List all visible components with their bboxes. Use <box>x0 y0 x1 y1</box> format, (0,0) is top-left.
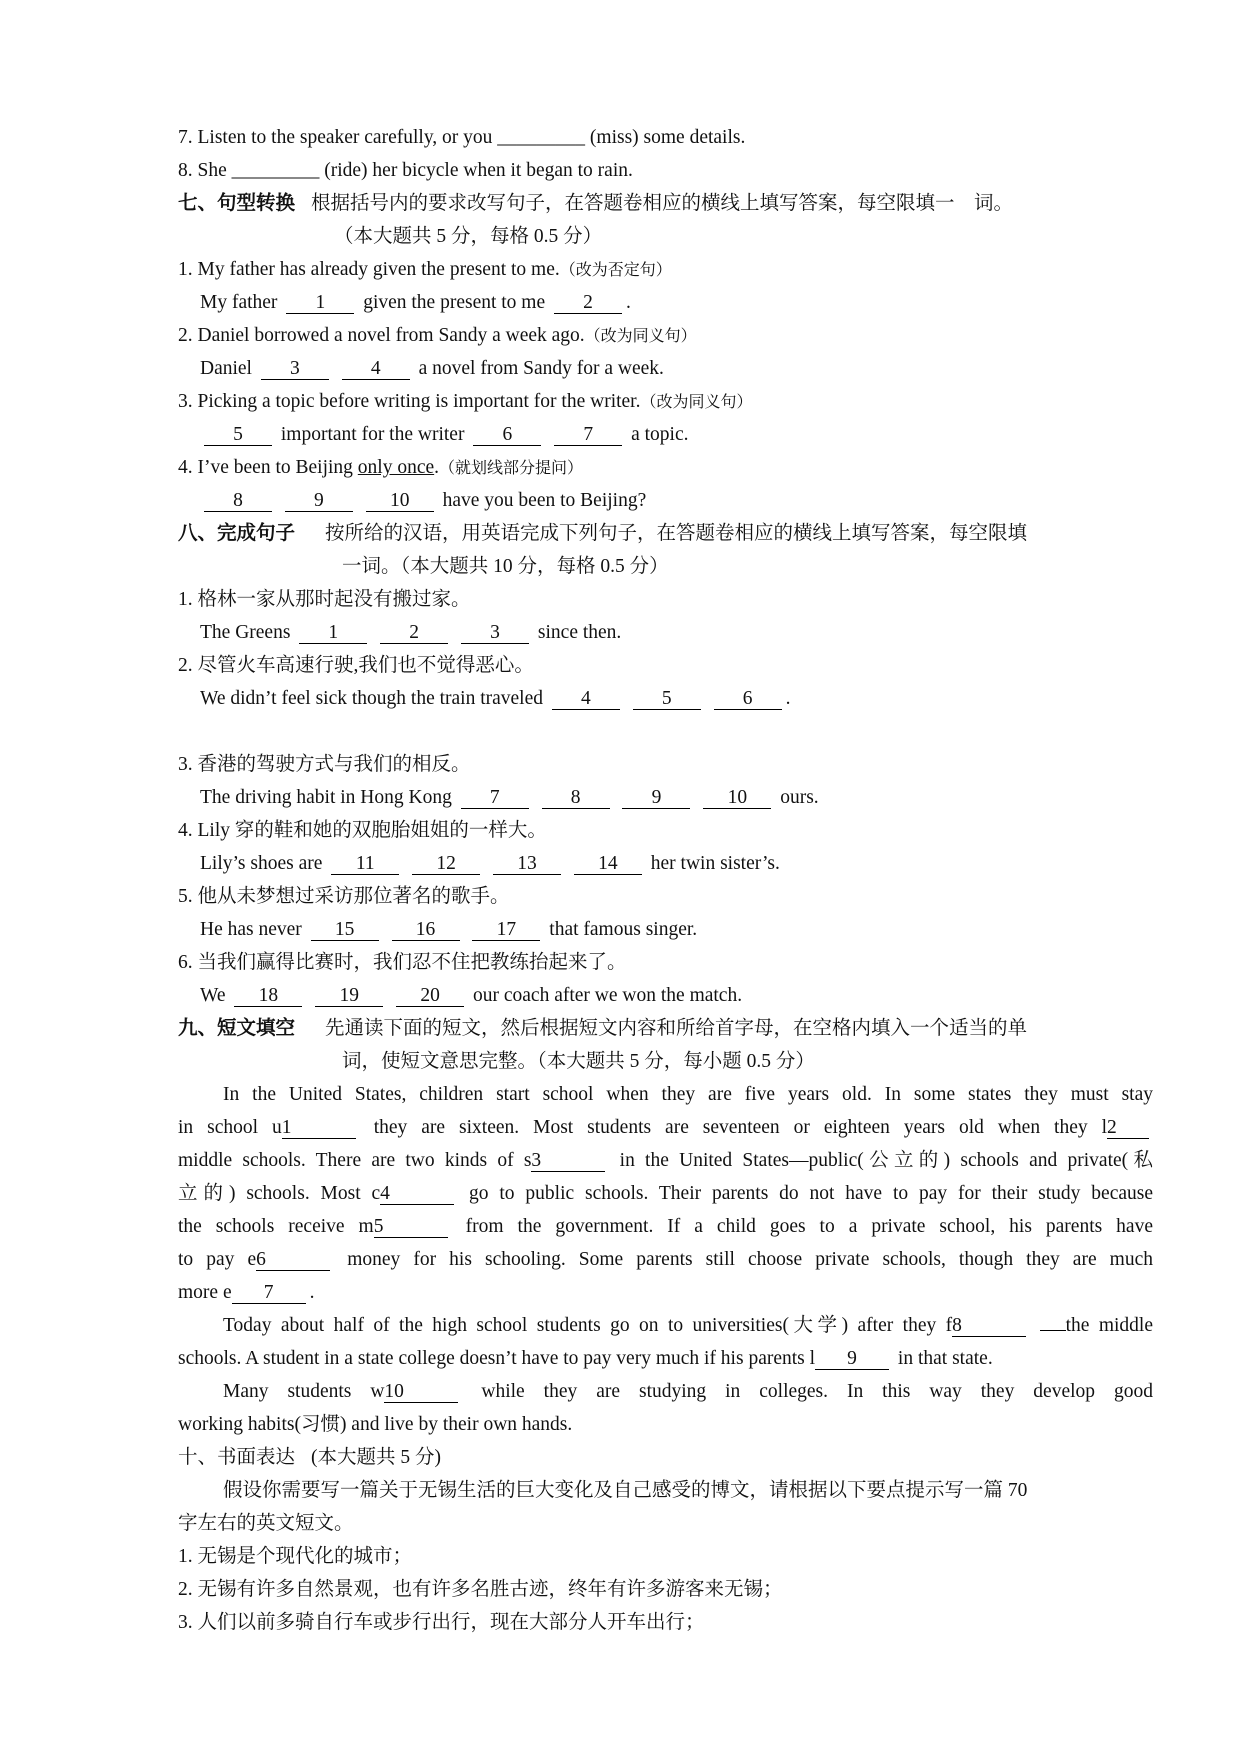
answer-blank-4: 4 <box>552 689 620 710</box>
passage-line-1 <box>178 1078 1153 1111</box>
section-10-heading: 十、书面表达 <box>178 1447 296 1468</box>
answer-text: since then. <box>537 622 622 643</box>
answer-blank-11: 11 <box>331 854 399 875</box>
section-10-header <box>178 1441 1153 1474</box>
answer-text: a novel from Sandy for a week. <box>418 358 664 379</box>
passage-blank-7: 7 <box>232 1283 306 1304</box>
passage-blank-extra <box>1040 1330 1066 1331</box>
s8-q4-answer <box>178 847 1153 880</box>
passage-blank-9: 9 <box>815 1349 889 1370</box>
passage-line-6 <box>178 1243 1153 1276</box>
section-9-header <box>178 1012 1153 1045</box>
section-7-instruction: 根据括号内的要求改写句子，在答题卷相应的横线上填写答案，每空限填一 词。 <box>311 193 1014 214</box>
passage-text: money for his schooling. Some parents still choose private schools, though they are much <box>347 1249 1153 1270</box>
passage-text: Many students w <box>223 1381 385 1402</box>
passage-line-11 <box>178 1408 1153 1441</box>
answer-text: My father <box>200 292 278 313</box>
answer-text: The driving habit in Hong Kong <box>200 787 452 808</box>
section-8-heading: 八、完成句子 <box>178 523 296 544</box>
section-8-header <box>178 517 1153 550</box>
passage-text: go to public schools. Their parents do not have to pay for their study because <box>469 1183 1153 1204</box>
passage-text: 立的) schools. Most c <box>178 1183 381 1204</box>
answer-text: have you been to Beijing? <box>442 490 647 511</box>
answer-blank-9: 9 <box>285 491 353 512</box>
answer-text: We <box>200 985 226 1006</box>
answer-blank-2: 2 <box>554 293 622 314</box>
passage-text: in that state. <box>897 1348 993 1369</box>
passage-text: working habits(习惯) and live by their own hands. <box>178 1414 573 1435</box>
answer-blank-16: 16 <box>392 920 460 941</box>
answer-blank-8: 8 <box>204 491 272 512</box>
passage-text: while they are studying in colleges. In this way they develop good <box>481 1381 1153 1402</box>
s8-q4-chinese: 4. Lily 穿的鞋和她的双胞胎姐姐的一样大。 <box>178 820 547 841</box>
answer-text: . <box>626 292 631 313</box>
s8-q2-answer <box>178 682 1153 715</box>
writing-prompt-line-1: 假设你需要写一篇关于无锡生活的巨大变化及自己感受的博文，请根据以下要点提示写一篇 70 <box>223 1480 1028 1501</box>
s7-q2-prompt <box>178 319 1153 352</box>
answer-blank-3: 3 <box>461 623 529 644</box>
prompt-text: 2. Daniel borrowed a novel from Sandy a week ago. <box>178 325 585 346</box>
answer-text: The Greens <box>200 622 291 643</box>
answer-blank-5: 5 <box>633 689 701 710</box>
passage-blank-2: 2 <box>1107 1118 1149 1139</box>
passage-text: more e <box>178 1282 232 1303</box>
passage-blank-5: 5 <box>374 1217 448 1238</box>
answer-blank-4: 4 <box>342 359 410 380</box>
underlined-phrase: only once <box>357 457 435 478</box>
section-8-instruction: 按所给的汉语，用英语完成下列句子，在答题卷相应的横线上填写答案，每空限填 <box>325 523 1028 544</box>
answer-text: given the present to me <box>363 292 546 313</box>
passage-blank-8: 8 <box>952 1316 1026 1337</box>
prompt-text: 1. My father has already given the present to me. <box>178 259 560 280</box>
section-7-score-note: （本大题共 5 分，每格 0.5 分） <box>334 226 603 247</box>
requirement: （改为否定句） <box>559 262 672 279</box>
s8-q1-chinese: 1. 格林一家从那时起没有搬过家。 <box>178 589 471 610</box>
answer-blank-9: 9 <box>622 788 690 809</box>
requirement: （改为同义句） <box>584 328 697 345</box>
section-7-header <box>178 187 1153 220</box>
writing-point-2: 2. 无锡有许多自然景观，也有许多名胜古迹，终年有许多游客来无锡； <box>178 1579 783 1600</box>
passage-line-4 <box>178 1177 1153 1210</box>
answer-text: We didn’t feel sick though the train traveled <box>200 688 544 709</box>
answer-blank-20: 20 <box>396 986 464 1007</box>
s7-q1-answer <box>178 286 1153 319</box>
passage-blank-1: 1 <box>282 1118 356 1139</box>
answer-blank-15: 15 <box>311 920 379 941</box>
section-8-instruction-cont: 一词。（本大题共 10 分，每格 0.5 分） <box>342 556 669 577</box>
prompt-text: . <box>434 457 440 478</box>
answer-text: a topic. <box>631 424 689 445</box>
s7-q4-answer <box>178 484 1153 517</box>
answer-blank-14: 14 <box>574 854 642 875</box>
verb-item-7: 7. Listen to the speaker carefully, or you _________ (miss) some details. <box>178 127 746 148</box>
answer-text: her twin sister’s. <box>650 853 780 874</box>
answer-blank-6: 6 <box>714 689 782 710</box>
passage-text: . <box>309 1282 315 1303</box>
answer-blank-12: 12 <box>412 854 480 875</box>
passage-blank-10: 10 <box>384 1382 458 1403</box>
requirement: （改为同义句） <box>640 394 753 411</box>
passage-text: they are sixteen. Most students are seventeen or eighteen years old when they l <box>373 1117 1107 1138</box>
s8-q3-answer <box>178 781 1153 814</box>
s8-q1-answer <box>178 616 1153 649</box>
s7-q3-answer <box>178 418 1153 451</box>
writing-point-3: 3. 人们以前多骑自行车或步行出行，现在大部分人开车出行； <box>178 1612 705 1633</box>
requirement: （就划线部分提问） <box>439 460 584 477</box>
answer-blank-6: 6 <box>473 425 541 446</box>
passage-text: to pay e <box>178 1249 257 1270</box>
writing-prompt-line-2: 字左右的英文短文。 <box>178 1513 354 1534</box>
passage-text: in the United States—public(公立的) schools and private(私 <box>619 1150 1153 1171</box>
answer-text: that famous singer. <box>549 919 698 940</box>
passage-text: from the government. If a child goes to a private school, his parents have <box>465 1216 1153 1237</box>
prompt-text: 4. I’ve been to Beijing <box>178 457 353 478</box>
answer-blank-10: 10 <box>703 788 771 809</box>
passage-line-9 <box>178 1342 1153 1375</box>
answer-blank-2: 2 <box>380 623 448 644</box>
answer-blank-1: 1 <box>299 623 367 644</box>
section-9-instruction: 先通读下面的短文，然后根据短文内容和所给首字母，在空格内填入一个适当的单 <box>325 1018 1028 1039</box>
verb-item-8: 8. She _________ (ride) her bicycle when it began to rain. <box>178 160 633 181</box>
exam-page <box>178 121 1153 1639</box>
passage-blank-3: 3 <box>531 1151 605 1172</box>
s8-q6-answer <box>178 979 1153 1012</box>
passage-line-5 <box>178 1210 1153 1243</box>
prompt-text: 3. Picking a topic before writing is important for the writer. <box>178 391 641 412</box>
answer-blank-19: 19 <box>315 986 383 1007</box>
passage-line-2 <box>178 1111 1153 1144</box>
section-7-heading: 七、句型转换 <box>178 193 296 214</box>
answer-text: Daniel <box>200 358 252 379</box>
passage-text: the schools receive m <box>178 1216 374 1237</box>
answer-blank-13: 13 <box>493 854 561 875</box>
passage-text: In the United States, children start school when they are five years old. In some states they must stay <box>223 1084 1153 1105</box>
answer-text: He has never <box>200 919 302 940</box>
answer-blank-10: 10 <box>366 491 434 512</box>
answer-blank-17: 17 <box>472 920 540 941</box>
passage-blank-6: 6 <box>256 1250 330 1271</box>
s8-q5-answer <box>178 913 1153 946</box>
passage-line-10 <box>178 1375 1153 1408</box>
passage-line-3 <box>178 1144 1153 1177</box>
answer-blank-7: 7 <box>461 788 529 809</box>
section-9-heading: 九、短文填空 <box>178 1018 296 1039</box>
s8-q6-chinese: 6. 当我们赢得比赛时，我们忍不住把教练抬起来了。 <box>178 952 627 973</box>
s7-q4-prompt <box>178 451 1153 484</box>
answer-text: Lily’s shoes are <box>200 853 323 874</box>
passage-text: middle schools. There are two kinds of s <box>178 1150 532 1171</box>
answer-blank-18: 18 <box>234 986 302 1007</box>
answer-blank-7: 7 <box>554 425 622 446</box>
answer-blank-8: 8 <box>542 788 610 809</box>
section-10-score-note: (本大题共 5 分) <box>311 1447 442 1468</box>
section-9-instruction-cont: 词，使短文意思完整。（本大题共 5 分，每小题 0.5 分） <box>342 1051 815 1072</box>
s7-q3-prompt <box>178 385 1153 418</box>
s7-q2-answer <box>178 352 1153 385</box>
blank-line <box>178 715 1153 748</box>
answer-text: important for the writer <box>280 424 465 445</box>
passage-text: schools. A student in a state college doesn’t have to pay very much if his parents l <box>178 1348 816 1369</box>
answer-text: . <box>785 688 791 709</box>
answer-blank-1: 1 <box>286 293 354 314</box>
s8-q2-chinese: 2. 尽管火车高速行驶,我们也不觉得恶心。 <box>178 655 534 676</box>
passage-blank-4: 4 <box>380 1184 454 1205</box>
passage-line-7 <box>178 1276 1153 1309</box>
answer-text: our coach after we won the match. <box>473 985 743 1006</box>
answer-blank-5: 5 <box>204 425 272 446</box>
passage-text: in school u <box>178 1117 282 1138</box>
passage-text: the middle <box>1065 1315 1153 1336</box>
s8-q5-chinese: 5. 他从未梦想过采访那位著名的歌手。 <box>178 886 510 907</box>
s7-q1-prompt <box>178 253 1153 286</box>
passage-line-8 <box>178 1309 1153 1342</box>
passage-text: Today about half of the high school students go on to universities(大学) after they f <box>223 1315 953 1336</box>
writing-point-1: 1. 无锡是个现代化的城市； <box>178 1546 413 1567</box>
answer-blank-3: 3 <box>261 359 329 380</box>
answer-text: ours. <box>780 787 819 808</box>
s8-q3-chinese: 3. 香港的驾驶方式与我们的相反。 <box>178 754 471 775</box>
